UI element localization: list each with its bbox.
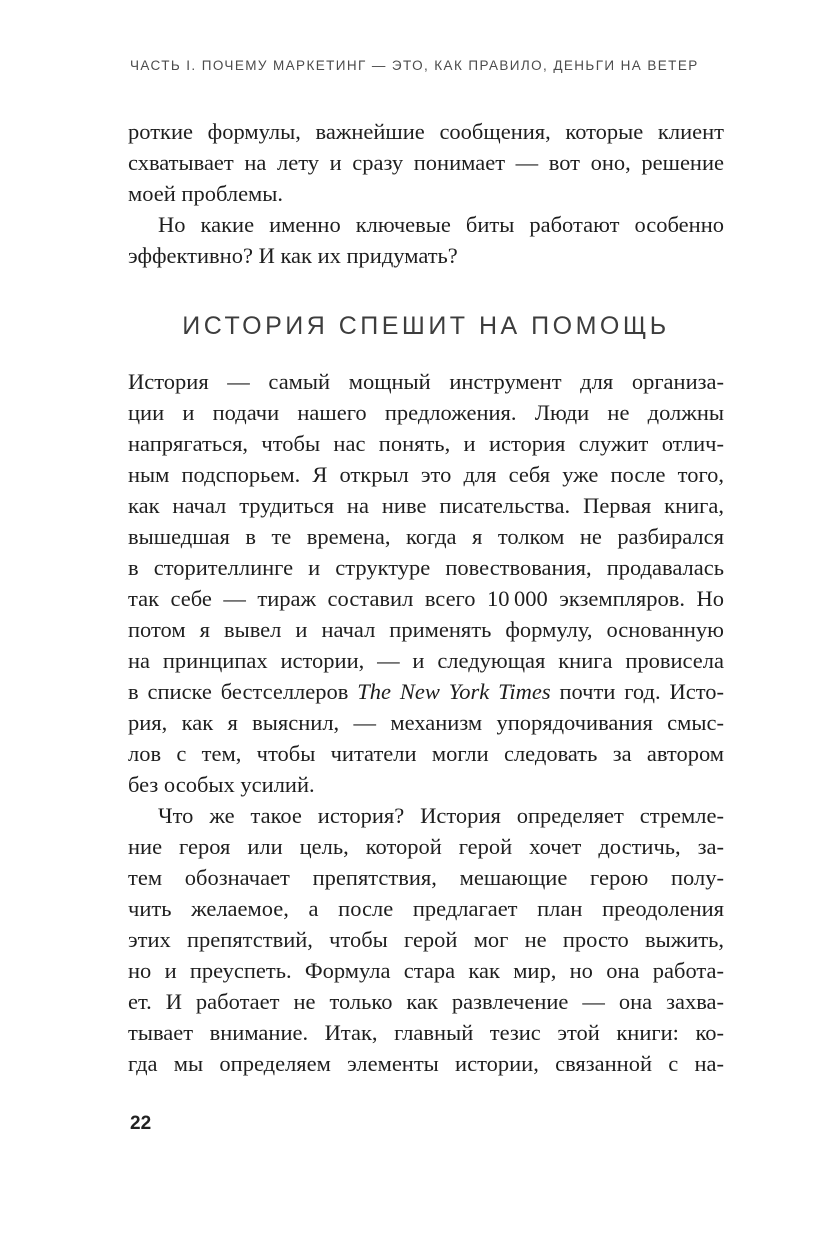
text-line: гда мы определяем элементы истории, связанной с на- [128, 1051, 724, 1076]
page-number: 22 [130, 1113, 152, 1134]
running-head: ЧАСТЬ I. ПОЧЕМУ МАРКЕТИНГ — ЭТО, КАК ПРАВИЛО, ДЕНЬГИ НА ВЕТЕР [130, 58, 699, 73]
text-column [128, 116, 724, 1079]
text-line: ние героя или цель, которой герой хочет достичь, за- [128, 834, 724, 859]
text-line: в списке бестселлеров The New York Times почти год. Исто- [128, 679, 724, 704]
text-line: рия, как я выяснил, — механизм упорядочивания смыс- [128, 710, 724, 735]
text-line: эффективно? И как их придумать? [128, 243, 458, 268]
text-line: ции и подачи нашего предложения. Люди не должны [128, 400, 724, 425]
text-line: как начал трудиться на ниве писательства. Первая книга, [128, 493, 724, 518]
text-line: ным подспорьем. Я открыл это для себя уже после того, [128, 462, 724, 487]
text-line: ет. И работает не только как развлечение — она захва- [128, 989, 724, 1014]
text-line: схватывает на лету и сразу понимает — вот оно, решение [128, 150, 724, 175]
text-line: без особых усилий. [128, 772, 315, 797]
text-line: чить желаемое, а после предлагает план преодоления [128, 896, 724, 921]
text-line: этих препятствий, чтобы герой мог не просто выжить, [128, 927, 724, 952]
text-line: тывает внимание. Итак, главный тезис этой книги: ко- [128, 1020, 724, 1045]
text-line: Что же такое история? История определяет стремле- [158, 803, 724, 828]
text-line: но и преуспеть. Формула стара как мир, но она работа- [128, 958, 724, 983]
text-line: на принципах истории, — и следующая книга провисела [128, 648, 724, 673]
text-line: потом я вывел и начал применять формулу, основанную [128, 617, 724, 642]
text-line: вышедшая в те времена, когда я толком не разбирался [128, 524, 724, 549]
section-heading: ИСТОРИЯ СПЕШИТ НА ПОМОЩЬ [182, 312, 670, 340]
text-line: тем обозначает препятствия, мешающие герою полу- [128, 865, 724, 890]
text-line: моей проблемы. [128, 181, 284, 206]
text-line: в сторителлинге и структуре повествования, продавалась [128, 555, 724, 580]
text-line: так себе — тираж составил всего 10 000 экземпляров. Но [128, 586, 724, 611]
text-line: роткие формулы, важнейшие сообщения, которые клиент [128, 119, 724, 144]
italic-text: The New York Times [357, 679, 551, 704]
text-line: напрягаться, чтобы нас понять, и история служит отлич- [128, 431, 724, 456]
text-line: лов с тем, чтобы читатели могли следовать за автором [128, 741, 724, 766]
text-line: Но какие именно ключевые биты работают особенно [158, 212, 724, 237]
text-line: История — самый мощный инструмент для организа- [128, 369, 724, 394]
